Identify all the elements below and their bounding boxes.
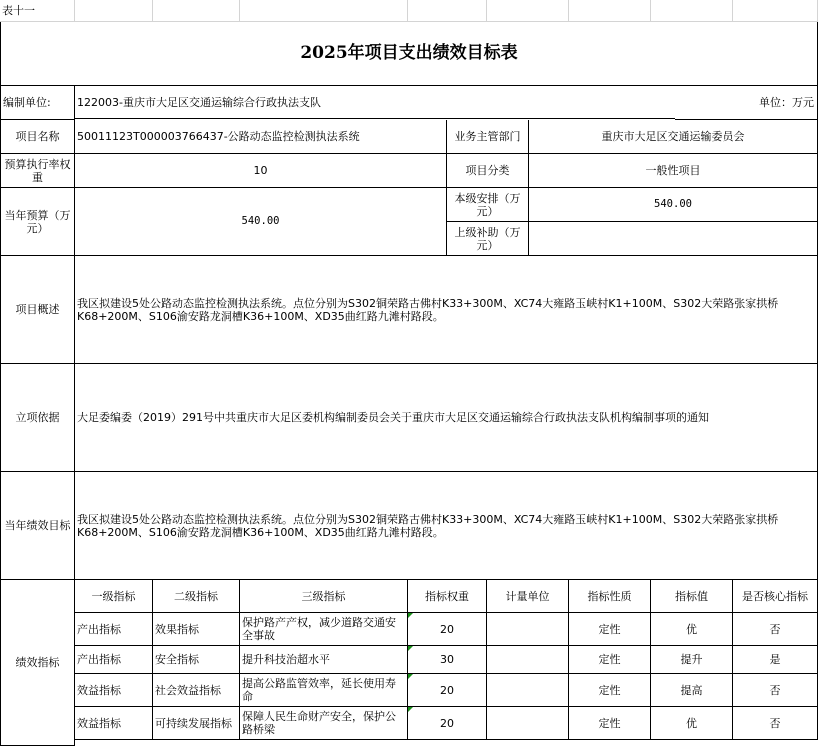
header-unit: 计量单位 (487, 580, 569, 613)
header-weight: 指标权重 (408, 580, 487, 613)
overview-label: 项目概述 (0, 256, 75, 364)
grid-cell[interactable] (487, 0, 569, 22)
header-level3: 三级指标 (240, 580, 408, 613)
indicators-label: 绩效指标 (0, 580, 75, 746)
grid-cell[interactable] (75, 0, 153, 22)
overview-text[interactable]: 我区拟建设5处公路动态监控检测执法系统。点位分别为S302铜荣路古佛村K33+300M、XC74大雍路玉峡村K1+100M、S302大荣路张家拱桥K68+200M、S106渝安路龙洞槽K36+100M、XD35曲红路九滩村路段。 (75, 256, 818, 364)
header-value: 指标值 (651, 580, 733, 613)
org-value: 122003-重庆市大足区交通运输综合行政执法支队 (75, 86, 675, 119)
row-weight-text: 20 (440, 683, 454, 697)
upper-label: 上级补助（万元） (447, 222, 529, 256)
row-level1[interactable]: 产出指标 (75, 646, 153, 674)
comment-marker-icon (408, 707, 413, 712)
grid-cell[interactable] (408, 0, 487, 22)
project-name-label: 项目名称 (0, 120, 75, 154)
local-value[interactable]: 540.00 (529, 188, 818, 222)
unit-label: 单位：万元 (675, 86, 818, 120)
row-weight[interactable] (408, 674, 487, 707)
grid-cell[interactable] (240, 0, 408, 22)
grid-cell[interactable] (569, 0, 651, 22)
goal-text[interactable]: 我区拟建设5处公路动态监控检测执法系统。点位分别为S302铜荣路古佛村K33+300M、XC74大雍路玉峡村K1+100M、S302大荣路张家拱桥K68+200M、S106渝安路龙洞槽K36+100M、XD35曲红路九滩村路段。 (75, 472, 818, 580)
rate-value[interactable]: 10 (75, 154, 447, 188)
row-level2[interactable]: 社会效益指标 (153, 674, 240, 707)
row-core[interactable]: 否 (733, 613, 818, 646)
row-value[interactable]: 提升 (651, 646, 733, 674)
header-core: 是否核心指标 (733, 580, 818, 613)
page-title: 2025年项目支出绩效目标表 (0, 22, 818, 86)
row-level2[interactable]: 可持续发展指标 (153, 707, 240, 740)
row-level2[interactable]: 安全指标 (153, 646, 240, 674)
budget-label: 当年预算（万元） (0, 188, 75, 256)
header-level1: 一级指标 (75, 580, 153, 613)
sheet-tab-cell[interactable]: 表十一 (0, 0, 75, 22)
row-value[interactable]: 提高 (651, 674, 733, 707)
row-nature[interactable]: 定性 (569, 613, 651, 646)
grid-cell[interactable] (153, 0, 240, 22)
project-name-value[interactable]: 50011123T000003766437-公路动态监控检测执法系统 (75, 120, 447, 154)
dept-value[interactable]: 重庆市大足区交通运输委员会 (529, 120, 818, 154)
row-core[interactable]: 否 (733, 674, 818, 707)
basis-label: 立项依据 (0, 364, 75, 472)
rate-label: 预算执行率权重 (0, 154, 75, 188)
row-level2[interactable]: 效果指标 (153, 613, 240, 646)
row-weight[interactable] (408, 707, 487, 740)
goal-label: 当年绩效目标 (0, 472, 75, 580)
row-value[interactable]: 优 (651, 613, 733, 646)
comment-marker-icon (408, 613, 413, 618)
row-level3[interactable]: 提高公路监管效率，延长使用寿命 (240, 674, 408, 707)
org-label: 编制单位: (0, 86, 75, 120)
row-unit[interactable] (487, 613, 569, 646)
row-weight[interactable] (408, 613, 487, 646)
row-weight-text: 30 (440, 653, 454, 666)
row-level3[interactable]: 保障人民生命财产安全，保护公路桥梁 (240, 707, 408, 740)
grid-cell[interactable] (651, 0, 733, 22)
comment-marker-icon (408, 674, 413, 679)
row-weight[interactable] (408, 646, 487, 674)
row-level3[interactable]: 提升科技治超水平 (240, 646, 408, 674)
row-nature[interactable]: 定性 (569, 646, 651, 674)
upper-value[interactable] (529, 222, 818, 256)
row-weight-text: 20 (440, 622, 454, 636)
row-core[interactable]: 否 (733, 707, 818, 740)
basis-text[interactable]: 大足委编委（2019）291号中共重庆市大足区委机构编制委员会关于重庆市大足区交通运输综合行政执法支队机构编制事项的通知 (75, 364, 818, 472)
row-nature[interactable]: 定性 (569, 674, 651, 707)
row-level3[interactable]: 保护路产产权，减少道路交通安全事故 (240, 613, 408, 646)
row-core[interactable]: 是 (733, 646, 818, 674)
grid-cell[interactable] (733, 0, 818, 22)
comment-marker-icon (408, 646, 413, 651)
row-unit[interactable] (487, 707, 569, 740)
row-unit[interactable] (487, 674, 569, 707)
category-label: 项目分类 (447, 154, 529, 188)
row-value[interactable]: 优 (651, 707, 733, 740)
local-label: 本级安排（万元） (447, 188, 529, 222)
row-unit[interactable] (487, 646, 569, 674)
budget-value[interactable]: 540.00 (75, 188, 447, 256)
row-level1[interactable]: 效益指标 (75, 707, 153, 740)
row-level1[interactable]: 效益指标 (75, 674, 153, 707)
row-weight-text: 20 (440, 716, 454, 730)
row-level1[interactable]: 产出指标 (75, 613, 153, 646)
category-value[interactable]: 一般性项目 (529, 154, 818, 188)
row-nature[interactable]: 定性 (569, 707, 651, 740)
dept-label: 业务主管部门 (447, 120, 529, 154)
header-level2: 二级指标 (153, 580, 240, 613)
header-nature: 指标性质 (569, 580, 651, 613)
